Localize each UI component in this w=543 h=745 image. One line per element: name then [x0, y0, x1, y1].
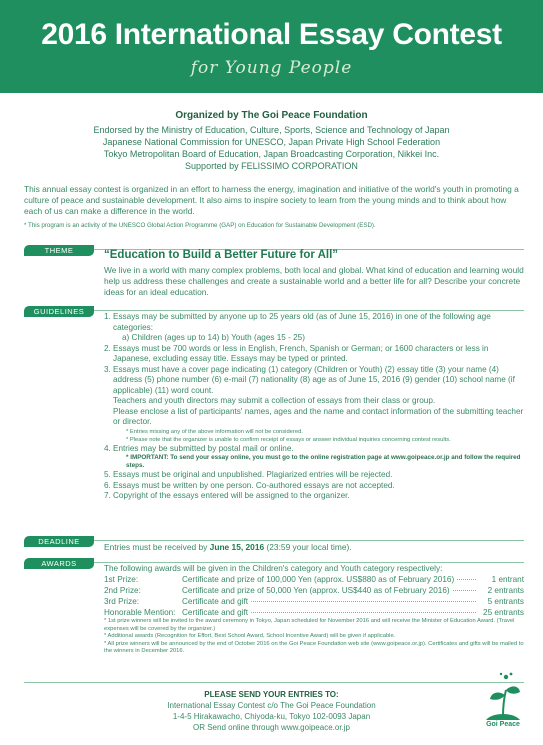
award-count: 1 entrant [491, 575, 524, 584]
award-label: 3rd Prize: [104, 597, 140, 606]
award-row [104, 596, 524, 607]
intro-note: * This program is an activity of the UNESCO Global Action Programme (GAP) on Education for Sustainable Development (ESD). [24, 222, 376, 229]
theme-section-label: THEME [24, 245, 94, 256]
endorsement-line: Endorsed by the Ministry of Education, Culture, Sports, Science and Technology of Japan [93, 125, 450, 135]
award-count: 2 entrants [487, 586, 524, 595]
guideline-text: Essays must have a cover page indicating (1) category (Children or Youth) (2) essay title (3) your name (4) address (5) phone number (6) e-mail (7) nationality (8) age as of June 15, 2016 (9) gender (10) school name (if applicable) (11) word count. [113, 364, 515, 395]
guideline-text: Copyright of the essays entered will be assigned to the organizer. [113, 491, 350, 500]
guideline-note: * Entries missing any of the above information will not be considered. [126, 428, 303, 435]
important-note: * IMPORTANT: To send your essay online, you must go to the online registration page at www.goipeace.or.jp and follow the required steps. [126, 454, 521, 469]
guideline-text: Essays must be written by one person. Co-authored essays are not accepted. [113, 480, 395, 490]
goi-peace-logo [478, 668, 528, 745]
age-categories: a) Children (ages up to 14) b) Youth (ages 15 - 25) [122, 333, 305, 342]
organizer-title: Organized by The Goi Peace Foundation [175, 110, 368, 121]
guideline-item [104, 481, 524, 492]
sprout-logo-icon [478, 668, 528, 723]
logo-text: Goi Peace [486, 721, 520, 728]
awards-note: * Additional awards (Recognition for Effort, Best School Award, School Incentive Award) will be given if applicable. [104, 633, 396, 639]
award-description: Certificate and gift [182, 608, 248, 617]
footer-divider [24, 682, 524, 683]
guideline-item [104, 491, 524, 502]
guideline-text: Essays may be submitted by anyone up to 25 years old (as of June 15, 2016) in one of the following age categories: [113, 312, 491, 332]
award-count: 25 entrants [483, 608, 524, 617]
sponsor-line: Supported by FELISSIMO CORPORATION [185, 161, 358, 171]
guideline-number: 2. [104, 343, 111, 353]
deadline-divider [24, 533, 524, 541]
deadline-suffix: (23:59 your local time). [264, 542, 352, 552]
guideline-number: 7. [104, 491, 111, 500]
page-title: 2016 International Essay Contest [41, 18, 502, 51]
award-row [104, 574, 524, 585]
guideline-number: 5. [104, 470, 111, 479]
awards-note: * 1st prize winners will be invited to the award ceremony in Tokyo, Japan scheduled for November 2016 and will receive the Minister of Education Award. (Travel expenses will be covered by the organizer.) [104, 618, 515, 632]
award-description: Certificate and prize of 100,000 Yen (approx. US$880 as of February 2016) [182, 575, 455, 584]
guidelines-list [104, 312, 524, 502]
intro-text: This annual essay contest is organized in an effort to harness the energy, imagination and initiative of the world's youth in promoting a culture of peace and sustainable development. It also aims to inspire society to learn from the young minds and to think about how each of us can make a difference in the world. [24, 184, 519, 216]
award-count: 5 entrants [487, 597, 524, 606]
deadline-prefix: Entries must be received by [104, 542, 210, 552]
header-banner [0, 0, 543, 93]
guideline-note: * Please note that the organizer is unable to confirm receipt of essays or answer individual inquiries concerning contest results. [126, 436, 451, 443]
send-title: PLEASE SEND YOUR ENTRIES TO: [204, 690, 339, 699]
guideline-item [104, 444, 524, 471]
organizer-block [0, 110, 543, 172]
award-row [104, 607, 524, 618]
guideline-item [104, 344, 524, 365]
guideline-text: Entries may be submitted by postal mail or online. [113, 443, 294, 453]
award-label: 2nd Prize: [104, 586, 141, 595]
guideline-text: Please enclose a list of participants' names, ages and the name and contact information of the submitting teacher or director. [113, 406, 524, 426]
guideline-number: 6. [104, 480, 111, 490]
guideline-text: Essays must be 700 words or less in English, French, Spanish or German; or 1600 characters or less in Japanese, excluding essay title. Essays may be typed or printed. [113, 343, 489, 363]
deadline-date: June 15, 2016 [209, 542, 265, 552]
guideline-item [104, 312, 524, 344]
send-address-line: 1-4-5 Hirakawacho, Chiyoda-ku, Tokyo 102-0093 Japan [172, 712, 371, 721]
guideline-number: 3. [104, 364, 111, 374]
guidelines-section-label: GUIDELINES [24, 306, 94, 317]
awards-section-label: AWARDS [24, 558, 94, 569]
guideline-text: Teachers and youth directors may submit a collection of essays from their class or group. [113, 396, 436, 405]
guideline-text: Essays must be original and unpublished. Plagiarized entries will be rejected. [113, 470, 393, 479]
guideline-item [104, 470, 524, 481]
deadline-section-label: DEADLINE [24, 536, 94, 547]
theme-title: “Education to Build a Better Future for All” [104, 249, 339, 261]
send-entries-block [0, 689, 543, 733]
send-address-line: International Essay Contest c/o The Goi Peace Foundation [167, 701, 376, 710]
guideline-item [104, 365, 524, 444]
intro-block [24, 184, 524, 230]
guideline-number: 4. [104, 443, 111, 453]
award-label: Honorable Mention: [104, 608, 176, 617]
awards-divider [24, 555, 524, 563]
award-description: Certificate and gift [182, 597, 248, 606]
theme-body: We live in a world with many complex problems, both local and global. What kind of education and learning would help us address these challenges and create a sustainable world and a better life for all? Describe your concrete ideas for an ideal education. [104, 265, 524, 297]
page-subtitle: for Young People [190, 58, 353, 78]
award-row [104, 585, 524, 596]
send-online-line: OR Send online through www.goipeace.or.jp [193, 723, 350, 732]
award-label: 1st Prize: [104, 575, 139, 584]
endorsement-line: Tokyo Metropolitan Board of Education, Japan Broadcasting Corporation, Nikkei Inc. [103, 149, 440, 159]
guideline-number: 1. [104, 312, 111, 321]
awards-note: * All prize winners will be announced by the end of October 2016 on the Goi Peace Foundation web site (www.goipeace.or.jp). Certificates and gifts will be mailed to the winners in December 2016. [104, 640, 524, 654]
deadline-text [104, 542, 352, 552]
awards-block [104, 563, 524, 656]
endorsement-line: Japanese National Commission for UNESCO, Japan Private High School Federation [102, 137, 441, 147]
award-description: Certificate and prize of 50,000 Yen (approx. US$440 as of February 2016) [182, 586, 450, 595]
guidelines-divider [24, 303, 524, 311]
awards-intro: The following awards will be given in the Children's category and Youth category respectively: [104, 564, 443, 573]
